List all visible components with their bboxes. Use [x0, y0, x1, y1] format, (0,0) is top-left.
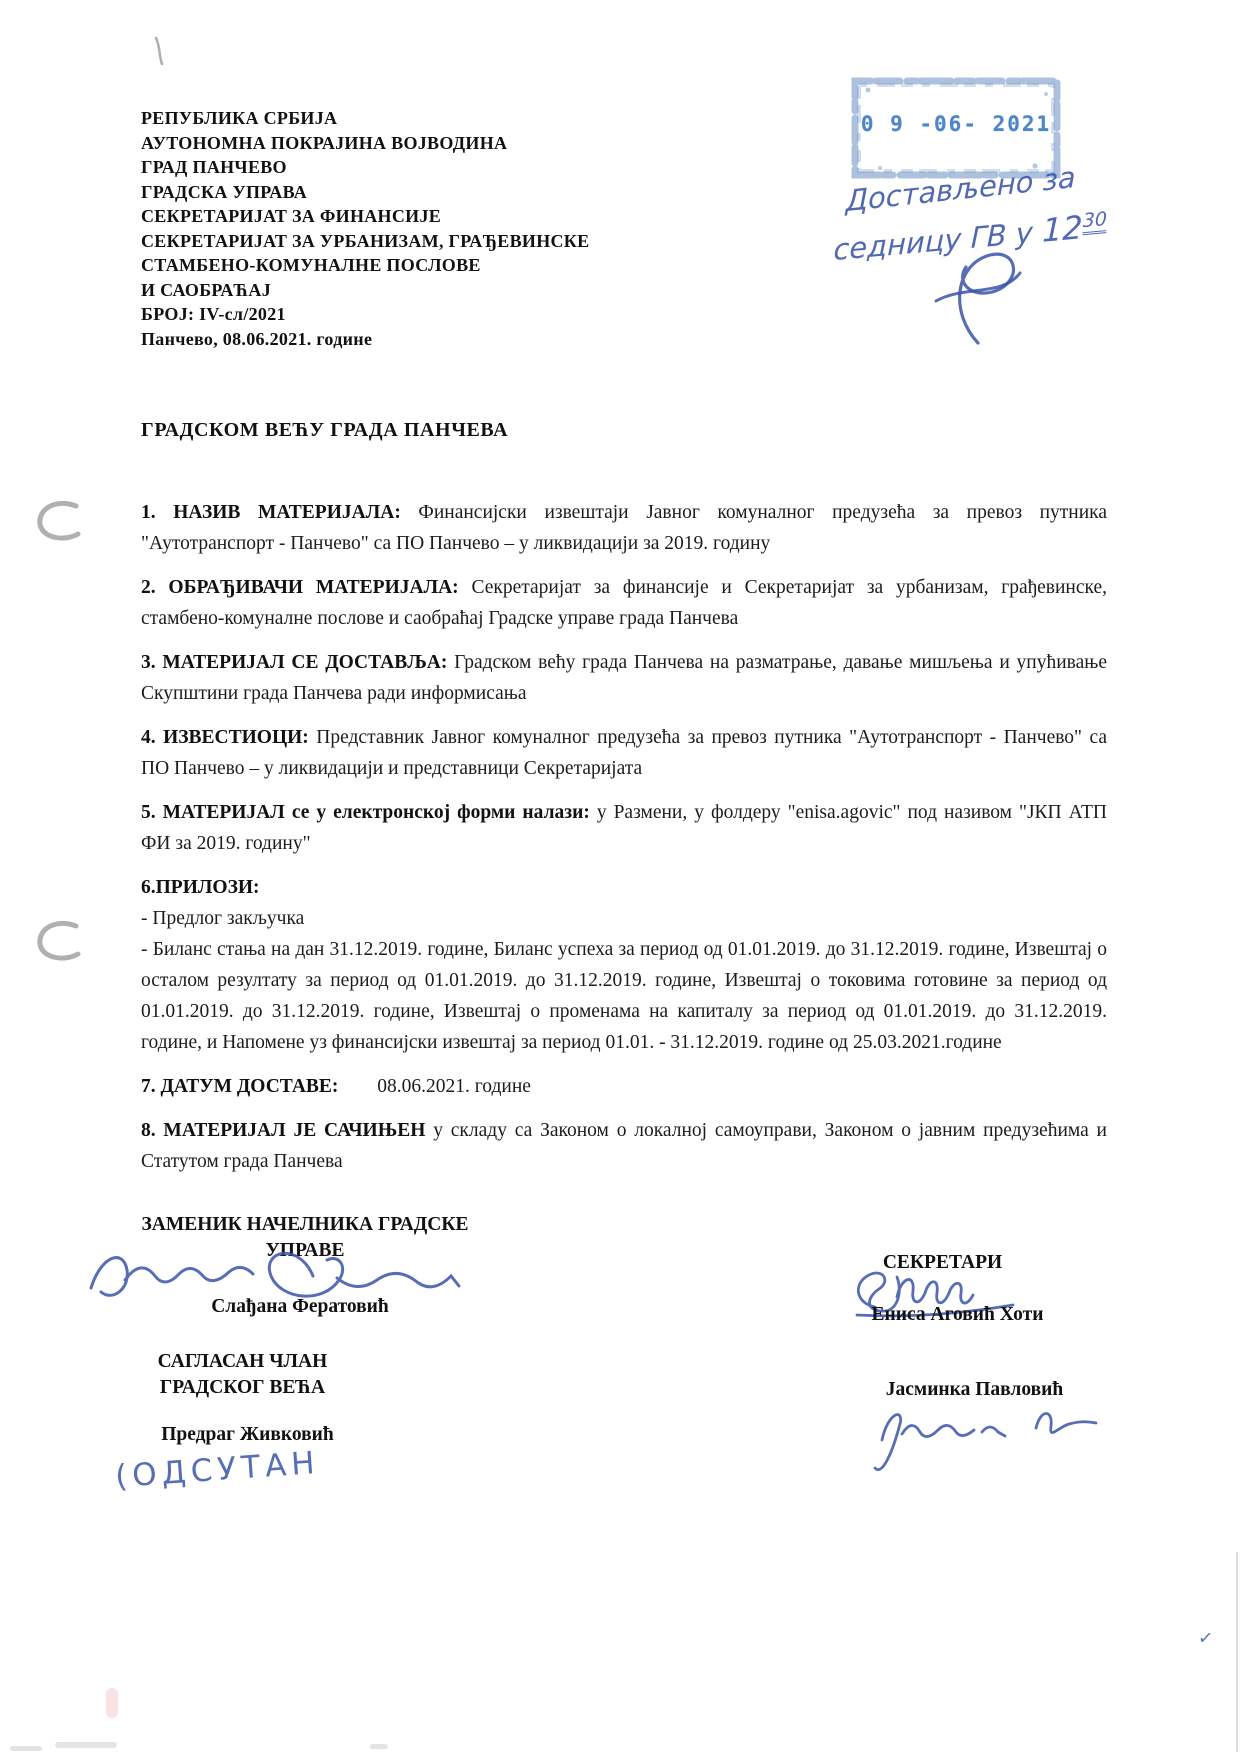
item-6-label: 6.ПРИЛОЗИ: — [141, 877, 260, 898]
secretaries-title: СЕКРЕТАРИ — [882, 1252, 1003, 1273]
item-4-label: 4. ИЗВЕСТИОЦИ: — [141, 727, 309, 748]
item-8-label: 8. МАТЕРИЈАЛ ЈЕ САЧИЊЕН — [141, 1120, 426, 1141]
deputy-chief-title-line1: ЗАМЕНИК НАЧЕЛНИКА ГРАДСКЕ — [141, 1214, 469, 1235]
letterhead-line: ГРАД ПАНЧЕВО — [141, 157, 287, 177]
item-8-legal-basis — [141, 1115, 1107, 1177]
item-7-delivery-date — [141, 1071, 1107, 1102]
pen-scratch-mark — [150, 36, 168, 66]
addressee-heading: ГРАДСКОМ ВЕЋУ ГРАДА ПАНЧЕВА — [141, 419, 509, 441]
scan-smudge-pink — [106, 1688, 118, 1718]
item-1-material-title — [141, 497, 1107, 559]
zivkovic-name: Предраг Живковић — [161, 1424, 334, 1445]
letterhead-line: АУТОНОМНА ПОКРАЈИНА ВОЈВОДИНА — [141, 132, 508, 153]
item-2-label: 2. ОБРАЂИВАЧИ МАТЕРИЈАЛА: — [141, 577, 459, 598]
scan-smudge — [370, 1744, 388, 1749]
scan-edge-line — [1236, 1552, 1238, 1752]
letterhead-line: СЕКРЕТАРИЈАТ ЗА УРБАНИЗАМ, ГРАЂЕВИНСКЕ — [141, 230, 590, 251]
pavlovic-signature — [858, 1398, 1108, 1483]
handwritten-initials-signature — [920, 243, 1030, 351]
agreeing-council-member-title — [125, 1349, 360, 1401]
attachment-line-2: - Биланс стања на дан 31.12.2019. године, Биланс успеха за период од 01.01.2019. до 31.12.2019. године, Извештај о осталом резултату за период од 01.01.2019. до 31.12.2019. године, Извештај о токовима готовине за период од 01.01.2019. до 31.12.2019. године, Извештај о променама на капиталу за период од 01.01.2019. до 31.12.2019. године, и Напомене уз финансијски извештај за период 01.01. - 31.12.2019. године од 25.03.2021.године — [141, 939, 1107, 1053]
item-5-label: 5. МАТЕРИЈАЛ се у електронској форми налази: — [141, 802, 590, 823]
document-body — [141, 497, 1107, 1190]
letterhead-line: И САОБРАЋАЈ — [141, 279, 271, 300]
item-3-text: Градском већу града Панчева на разматрање, давање мишљења и упућивање Скупштини града Панчева ради информисања — [141, 652, 1108, 704]
letterhead-line: РЕПУБЛИКА СРБИЈА — [141, 108, 338, 128]
scan-smudge — [55, 1742, 117, 1748]
handwritten-note-line1: Достављено за — [845, 159, 1076, 219]
agovic-hoti-name: Ениса Аговић Хоти — [871, 1304, 1044, 1325]
letterhead-line: СТАМБЕНО-КОМУНАЛНЕ ПОСЛОВЕ — [141, 255, 481, 275]
agreeing-title-line2: ГРАДСКОГ ВЕЋА — [159, 1377, 326, 1398]
item-4-text: Представник Јавног комуналног предузећа за превоз путника "Аутотранспорт - Панчево" са ПО Панчево – у ликвидацији и представници Секретаријата — [141, 727, 1108, 779]
feratovic-name: Слађана Фератовић — [211, 1296, 389, 1317]
deputy-chief-title-line2: УПРАВЕ — [265, 1240, 345, 1261]
check-mark: ✓ — [1196, 1627, 1215, 1650]
item-5-electronic-location — [141, 797, 1107, 859]
item-1-text: Финансијски извештаји Јавног комуналног предузећа за превоз путника "Аутотранспорт - Панчево" са ПО Панчево – у ликвидацији за 2019. годину — [141, 502, 1108, 554]
item-3-label: 3. МАТЕРИЈАЛ СЕ ДОСТАВЉА: — [141, 652, 448, 673]
note-time-minutes: 30 — [1083, 208, 1108, 235]
punch-hole-shadow — [36, 918, 86, 962]
item-2-text: Секретаријат за финансије и Секретаријат за урбанизам, грађевинске, стамбено-комуналне послове и саобраћај Градске управе града Панчева — [141, 577, 1107, 629]
item-1-label: 1. НАЗИВ МАТЕРИЈАЛА: — [141, 502, 401, 523]
note-time: 12 — [1041, 208, 1084, 250]
letterhead-place-date: Панчево, 08.06.2021. године — [141, 328, 373, 349]
pavlovic-name: Јасминка Павловић — [885, 1379, 1064, 1400]
letterhead — [141, 106, 589, 351]
scan-smudge — [10, 1746, 42, 1751]
stamp-date: 0 9 -06- 2021 — [860, 112, 1052, 136]
agreeing-title-line1: САГЛАСАН ЧЛАН — [157, 1351, 328, 1372]
item-5-text: у Размени, у фолдеру "enisa.agovic" под називом "ЈКП АТП ФИ за 2019. годину" — [141, 802, 1107, 854]
item-6-attachments-heading — [141, 872, 1107, 903]
attachment-line-1: - Предлог закључка — [141, 908, 305, 929]
note-prefix: седницу ГВ у — [833, 215, 1034, 268]
letterhead-line: СЕКРЕТАРИЈАТ ЗА ФИНАНСИЈЕ — [141, 206, 442, 226]
absent-handwritten-note: (ОДСУТАН — [113, 1444, 321, 1496]
item-4-reporters — [141, 722, 1107, 784]
item-8-text: у складу са Законом о локалној самоуправи, Законом о јавним предузећима и Статутом града Панчева — [141, 1120, 1107, 1172]
letterhead-line: ГРАДСКА УПРАВА — [141, 181, 308, 202]
item-3-material-delivered-to — [141, 647, 1107, 709]
punch-hole-shadow — [36, 498, 86, 542]
item-7-date: 08.06.2021. године — [377, 1076, 531, 1097]
item-2-material-processors — [141, 572, 1107, 634]
item-7-label: 7. ДАТУМ ДОСТАВЕ: — [141, 1076, 339, 1097]
letterhead-document-number: БРОЈ: IV-сл/2021 — [141, 304, 286, 324]
